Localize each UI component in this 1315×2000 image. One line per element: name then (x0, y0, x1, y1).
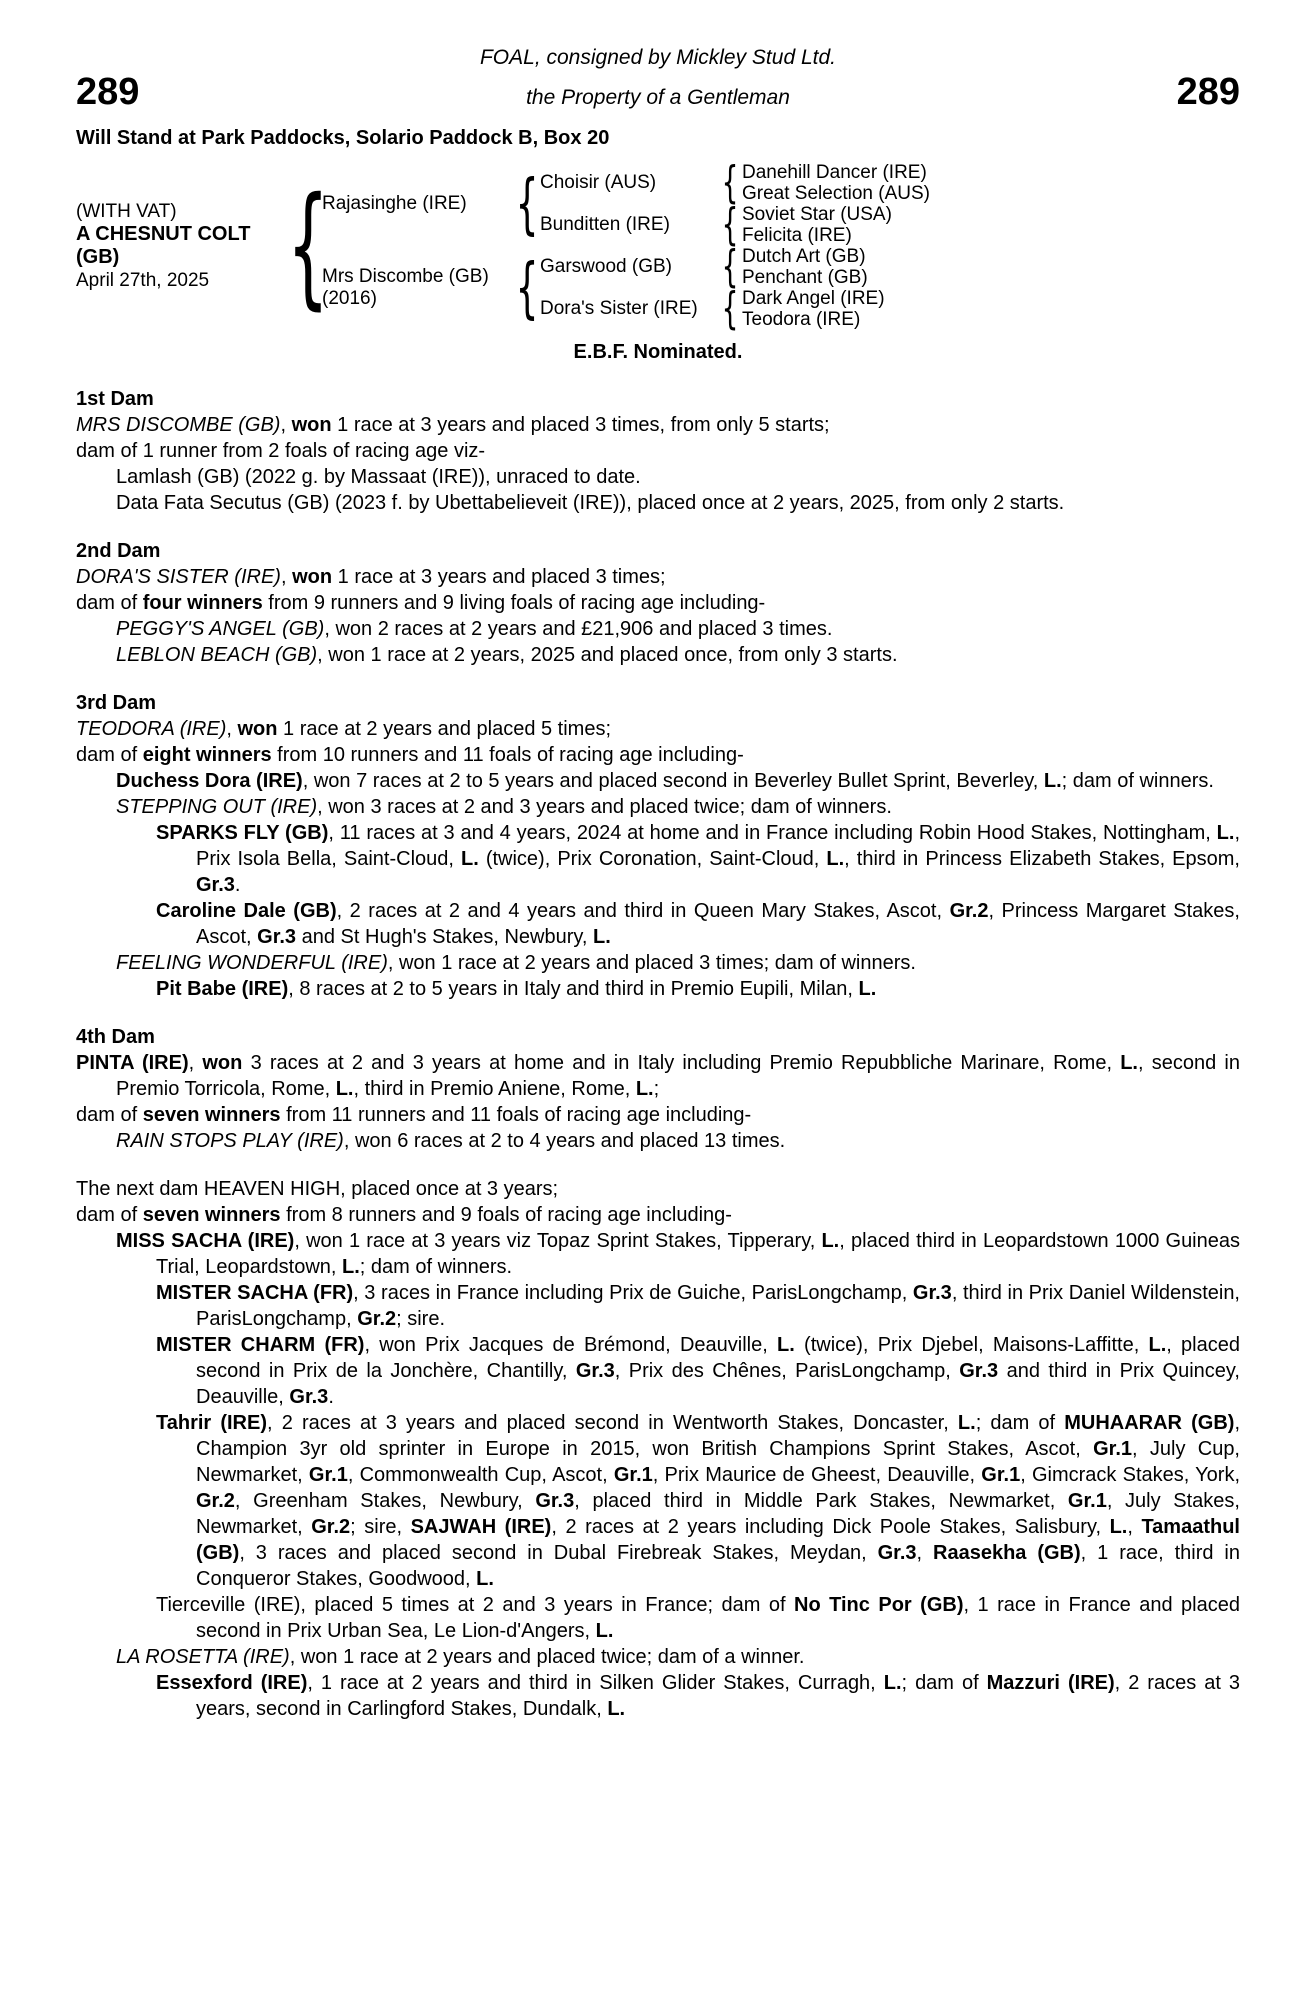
text-run: RAIN STOPS PLAY (IRE) (116, 1130, 344, 1152)
catalogue-sections (76, 386, 1240, 1722)
text-run: , (280, 566, 293, 588)
text-run: from 10 runners and 11 foals of racing age including- (271, 744, 744, 766)
text-run: , (1127, 1516, 1142, 1538)
dam-section-title: 3rd Dam (76, 692, 157, 714)
pedigree-table (76, 157, 1240, 334)
text-run: Tierceville (IRE), placed 5 times at 2 and 3 years in France; dam of (156, 1594, 795, 1616)
dam-section (76, 1176, 1240, 1722)
text-run: dam of (76, 744, 143, 766)
pedigree-main-brace (287, 162, 330, 330)
pedigree-paragraph (76, 1280, 1240, 1332)
text-run: L. (1120, 1052, 1138, 1074)
grandparent-row (540, 157, 992, 208)
text-run: , placed third in Leopardstown 1000 Guineas Trial, Leopardstown, (156, 1230, 1240, 1278)
dam-section-title: 2nd Dam (76, 540, 161, 562)
granddam-name: Dora's Sister (IRE) (540, 298, 698, 319)
pedigree-paragraph (76, 490, 1240, 516)
text-run: , won 1 race at 3 years viz Topaz Sprint Stakes, Tipperary, (294, 1230, 822, 1252)
sire-brace (514, 162, 540, 246)
text-run: L. (342, 1256, 360, 1278)
text-run: L. (826, 848, 845, 870)
pedigree-paragraph (76, 1592, 1240, 1644)
text-run: won (202, 1052, 243, 1074)
text-run: four winners (142, 592, 263, 614)
text-run: . (328, 1386, 334, 1408)
pedigree-paragraph (76, 794, 1240, 820)
text-run: Gr.1 (981, 1464, 1021, 1486)
great-grandparents (742, 246, 992, 288)
text-run: Mazzuri (IRE) (986, 1672, 1115, 1694)
text-run: and third in Prix Quincey, Deauville, (196, 1360, 1240, 1408)
text-run: PEGGY'S ANGEL (GB) (116, 618, 325, 640)
dam-section (76, 538, 1240, 668)
colt-info (76, 200, 294, 292)
dam-section (76, 690, 1240, 1002)
text-run: 1 race at 2 years and placed 5 times; (277, 718, 612, 740)
text-run: ; dam of (901, 1672, 987, 1694)
pedigree-paragraph (76, 564, 1240, 590)
text-run: L. (858, 978, 877, 1000)
text-run: 1 race at 3 years and placed 3 times, from only 5 starts; (331, 414, 830, 436)
brace-glyph: { (721, 157, 739, 208)
text-run: , won 1 race at 2 years and placed twice; dam of a winner. (289, 1646, 805, 1668)
lot-number-left: 289 (76, 71, 140, 113)
text-run: Gr.3 (196, 874, 235, 896)
dam-name-cell (322, 266, 514, 310)
text-run: , Gimcrack Stakes, York, (1020, 1464, 1240, 1486)
text-run: , Commonwealth Cup, Ascot, (347, 1464, 614, 1486)
grandparent-brace (718, 157, 742, 208)
text-run: L. (461, 848, 479, 870)
brace-glyph: { (287, 169, 330, 323)
text-run: , 1 race, third in Conqueror Stakes, Goodwood, (196, 1542, 1240, 1590)
text-run: 1 race at 3 years and placed 3 times; (332, 566, 666, 588)
sire-name: Rajasinghe (IRE) (322, 193, 467, 214)
colt-country: (GB) (76, 246, 120, 268)
text-run: , (916, 1542, 934, 1564)
text-run: Gr.3 (257, 926, 297, 948)
text-run: , Prix des Chênes, ParisLongchamp, (614, 1360, 960, 1382)
great-grandparents (742, 204, 992, 246)
text-run: ; (653, 1078, 660, 1100)
text-run: , 1 race in France and placed second in Prix Urban Sea, Le Lion-d'Angers, (196, 1594, 1240, 1642)
text-run: TEODORA (IRE) (76, 718, 227, 740)
text-run: The next dam HEAVEN HIGH, placed once at 3 years; (76, 1178, 559, 1200)
colt-foal-date: April 27th, 2025 (76, 270, 210, 291)
pedigree-paragraph (76, 1228, 1240, 1280)
text-run: , (188, 1052, 203, 1074)
text-run: ; sire, (350, 1516, 411, 1538)
dam-brace (514, 246, 540, 330)
text-run: (twice), Prix Djebel, Maisons-Laffitte, (794, 1334, 1149, 1356)
text-run: MISS SACHA (IRE) (116, 1230, 295, 1252)
text-run: , Champion 3yr old sprinter in Europe in 2015, won British Champions Sprint Stakes, Ascot, (196, 1412, 1241, 1460)
text-run: . (234, 874, 241, 896)
brace-glyph: { (721, 283, 739, 334)
text-run: and St Hugh's Stakes, Newbury, (296, 926, 593, 948)
text-run: from 11 runners and 11 foals of racing age including- (280, 1104, 752, 1126)
text-run: , won 3 races at 2 and 3 years and placed twice; dam of winners. (317, 796, 892, 818)
text-run: ; sire. (396, 1308, 446, 1330)
text-run: Gr.3 (877, 1542, 917, 1564)
text-run: 3 races at 2 and 3 years at home and in Italy including Premio Repubbliche Marinare, Rome, (242, 1052, 1121, 1074)
text-run: L. (593, 926, 611, 948)
text-run: STEPPING OUT (IRE) (116, 796, 318, 818)
text-run: SAJWAH (IRE) (410, 1516, 552, 1538)
text-run: Duchess Dora (IRE) (116, 770, 303, 792)
text-run: ; dam of winners. (359, 1256, 513, 1278)
text-run: Gr.2 (311, 1516, 351, 1538)
text-run: Gr.3 (575, 1360, 615, 1382)
pedigree-paragraph (76, 1050, 1240, 1102)
text-run: , placed third in Middle Park Stakes, Newmarket, (574, 1490, 1068, 1512)
text-run: Gr.3 (289, 1386, 329, 1408)
pedigree-paragraph (76, 898, 1240, 950)
property-line: the Property of a Gentleman (526, 86, 790, 109)
text-run: Gr.1 (308, 1464, 348, 1486)
text-run: Lamlash (GB) (2022 g. by Massaat (IRE)), unraced to date. (116, 466, 641, 488)
great-grandparent-name: Great Selection (AUS) (742, 183, 930, 204)
sire-block (322, 157, 992, 250)
text-run: PINTA (IRE) (76, 1052, 189, 1074)
pedigree-paragraph (76, 1644, 1240, 1670)
text-run: LA ROSETTA (IRE) (116, 1646, 290, 1668)
text-run: Tahrir (IRE) (156, 1412, 267, 1434)
text-run: , Prix Isola Bella, Saint-Cloud, (196, 822, 1240, 870)
great-grandparent-name: Felicita (IRE) (742, 225, 852, 246)
dam-year: (2016) (322, 288, 377, 309)
great-grandparent-name: Teodora (IRE) (742, 309, 861, 330)
stand-line: Will Stand at Park Paddocks, Solario Paddock B, Box 20 (76, 127, 610, 149)
text-run: Pit Babe (IRE) (156, 978, 289, 1000)
text-run: , won 6 races at 2 to 4 years and placed 13 times. (343, 1130, 786, 1152)
pedigree-paragraph (76, 438, 1240, 464)
text-run: Gr.2 (949, 900, 989, 922)
pedigree-paragraph (76, 1410, 1240, 1592)
text-run: , third in Premio Aniene, Rome, (353, 1078, 636, 1100)
text-run: , placed second in Prix de la Jonchère, Chantilly, (196, 1334, 1240, 1382)
text-run: L. (1109, 1516, 1128, 1538)
text-run: , won 7 races at 2 to 5 years and placed second in Beverley Bullet Sprint, Beverley, (302, 770, 1044, 792)
text-run: , 2 races at 2 years including Dick Poole Stakes, Salisbury, (551, 1516, 1110, 1538)
text-run: Gr.2 (357, 1308, 397, 1330)
text-run: , July Stakes, Newmarket, (196, 1490, 1240, 1538)
text-run: from 9 runners and 9 living foals of racing age including- (262, 592, 766, 614)
dam-section-title: 1st Dam (76, 388, 154, 410)
text-run: eight winners (142, 744, 272, 766)
text-run: , won Prix Jacques de Brémond, Deauville, (364, 1334, 778, 1356)
text-run: MUHAARAR (GB) (1064, 1412, 1235, 1434)
dam-grandparents (540, 241, 992, 334)
text-run: , Greenham Stakes, Newbury, (234, 1490, 536, 1512)
lot-row (76, 72, 1240, 112)
text-run: Gr.1 (1093, 1438, 1133, 1460)
text-run: dam of (76, 1104, 143, 1126)
vat-note: (WITH VAT) (76, 201, 177, 222)
great-grandparent-name: Penchant (GB) (742, 267, 868, 288)
text-run: Gr.2 (196, 1490, 235, 1512)
dam-section-title: 4th Dam (76, 1026, 155, 1048)
text-run: L. (1216, 822, 1235, 844)
grandparent-brace (718, 199, 742, 250)
text-run: won (291, 414, 332, 436)
dam-section (76, 1024, 1240, 1154)
text-run: dam of (76, 1204, 143, 1226)
great-grandparents (742, 288, 992, 330)
dam-section (76, 386, 1240, 516)
pedigree-paragraph (76, 1332, 1240, 1410)
text-run: , third in Prix Daniel Wildenstein, ParisLongchamp, (196, 1282, 1240, 1330)
text-run: won (292, 566, 333, 588)
pedigree-paragraph (76, 616, 1240, 642)
text-run: Tamaathul (GB) (196, 1516, 1240, 1564)
pedigree-paragraph (76, 742, 1240, 768)
text-run: , Prix Maurice de Gheest, Deauville, (652, 1464, 982, 1486)
text-run: , 3 races in France including Prix de Guiche, ParisLongchamp, (353, 1282, 913, 1304)
text-run: L. (335, 1078, 354, 1100)
grandsire-name: Choisir (AUS) (540, 172, 657, 193)
granddam-name: Bunditten (IRE) (540, 214, 670, 235)
text-run: (twice), Prix Coronation, Saint-Cloud, (478, 848, 827, 870)
text-run: won (237, 718, 278, 740)
pedigree-paragraph (76, 716, 1240, 742)
great-grandparent-name: Dutch Art (GB) (742, 246, 866, 267)
text-run: Gr.3 (535, 1490, 575, 1512)
text-run: L. (607, 1698, 626, 1720)
brace-glyph: { (515, 249, 539, 326)
text-run: LEBLON BEACH (GB) (116, 644, 318, 666)
consignor-line: FOAL, consigned by Mickley Stud Ltd. (479, 46, 836, 69)
great-grandparents (742, 162, 992, 204)
text-run: seven winners (142, 1104, 281, 1126)
text-run: ; dam of (975, 1412, 1065, 1434)
text-run: , won 2 races at 2 years and £21,906 and placed 3 times. (324, 618, 833, 640)
grandsire-name: Garswood (GB) (540, 256, 672, 277)
text-run: MISTER SACHA (FR) (156, 1282, 354, 1304)
text-run: , 8 races at 2 to 5 years in Italy and third in Premio Eupili, Milan, (288, 978, 859, 1000)
text-run: L. (1148, 1334, 1167, 1356)
parents-column (322, 157, 992, 334)
grandparent-row (540, 283, 992, 334)
text-run: , second in Premio Torricola, Rome, (116, 1052, 1240, 1100)
ebf-line: E.B.F. Nominated. (573, 341, 743, 363)
text-run: , 2 races at 3 years and placed second in Wentworth Stakes, Doncaster, (267, 1412, 958, 1434)
great-grandparent-name: Danehill Dancer (IRE) (742, 162, 927, 183)
grandparent-row (540, 241, 992, 292)
pedigree-paragraph (76, 1102, 1240, 1128)
text-run: Data Fata Secutus (GB) (2023 f. by Ubettabelieveit (IRE)), placed once at 2 years, 2025, from only 2 starts. (116, 492, 1065, 514)
text-run: dam of (76, 592, 143, 614)
pedigree-paragraph (76, 950, 1240, 976)
text-run: Caroline Dale (GB) (156, 900, 337, 922)
colt-description: A CHESNUT COLT (76, 223, 251, 245)
grandparent-row (540, 199, 992, 250)
lot-number-right: 289 (1176, 71, 1240, 113)
text-run: , 1 race at 2 years and third in Silken Glider Stakes, Curragh, (307, 1672, 884, 1694)
text-run: Gr.1 (1067, 1490, 1107, 1512)
sire-name-cell (322, 193, 514, 215)
text-run: from 8 runners and 9 foals of racing age including- (280, 1204, 732, 1226)
pedigree-paragraph (76, 590, 1240, 616)
pedigree-paragraph (76, 642, 1240, 668)
pedigree-paragraph (76, 464, 1240, 490)
text-run: , 2 races at 2 and 4 years and third in Queen Mary Stakes, Ascot, (336, 900, 950, 922)
great-grandparent-name: Dark Angel (IRE) (742, 288, 885, 309)
brace-glyph: { (721, 241, 739, 292)
text-run: MISTER CHARM (FR) (156, 1334, 365, 1356)
text-run: L. (635, 1078, 654, 1100)
dam-block (322, 241, 992, 334)
pedigree-paragraph (76, 1202, 1240, 1228)
pedigree-paragraph (76, 976, 1240, 1002)
pedigree-paragraph (76, 412, 1240, 438)
grandparent-brace (718, 241, 742, 292)
text-run: L. (777, 1334, 795, 1356)
text-run: , won 1 race at 2 years, 2025 and placed once, from only 3 starts. (317, 644, 898, 666)
text-run: , Princess Margaret Stakes, Ascot, (196, 900, 1240, 948)
text-run: L. (1043, 770, 1062, 792)
text-run: , July Cup, Newmarket, (196, 1438, 1240, 1486)
text-run: Gr.1 (613, 1464, 653, 1486)
text-run: Essexford (IRE) (156, 1672, 308, 1694)
sire-grandparents (540, 157, 992, 250)
text-run: , third in Princess Elizabeth Stakes, Epsom, (844, 848, 1240, 870)
text-run: L. (595, 1620, 614, 1642)
pedigree-paragraph (76, 1128, 1240, 1154)
text-run: , 11 races at 3 and 4 years, 2024 at home and in France including Robin Hood Stakes, Nottingham, (328, 822, 1217, 844)
dam-name: Mrs Discombe (GB) (322, 266, 489, 287)
text-run: DORA'S SISTER (IRE) (76, 566, 281, 588)
text-run: Gr.3 (912, 1282, 952, 1304)
pedigree-paragraph (76, 1670, 1240, 1722)
brace-glyph: { (515, 165, 539, 242)
text-run: Raasekha (GB) (933, 1542, 1081, 1564)
great-grandparent-name: Soviet Star (USA) (742, 204, 892, 225)
text-run: L. (821, 1230, 840, 1252)
pedigree-paragraph (76, 820, 1240, 898)
text-run: L. (957, 1412, 976, 1434)
text-run: seven winners (142, 1204, 281, 1226)
text-run: Gr.3 (959, 1360, 999, 1382)
pedigree-paragraph (76, 768, 1240, 794)
text-run: FEELING WONDERFUL (IRE) (116, 952, 388, 974)
text-run: , 3 races and placed second in Dubal Firebreak Stakes, Meydan, (239, 1542, 878, 1564)
text-run: L. (883, 1672, 902, 1694)
text-run: No Tinc Por (GB) (794, 1594, 964, 1616)
text-run: , won 1 race at 2 years and placed 3 times; dam of winners. (387, 952, 916, 974)
text-run: SPARKS FLY (GB) (156, 822, 329, 844)
text-run: MRS DISCOMBE (GB) (76, 414, 281, 436)
text-run: dam of 1 runner from 2 foals of racing age viz- (76, 440, 486, 462)
text-run: L. (476, 1568, 494, 1590)
grandparent-brace (718, 283, 742, 334)
text-run: , 2 races at 3 years, second in Carlingford Stakes, Dundalk, (196, 1672, 1240, 1720)
brace-glyph: { (721, 199, 739, 250)
text-run: , (226, 718, 238, 740)
text-run: , (280, 414, 292, 436)
pedigree-paragraph (76, 1176, 1240, 1202)
text-run: ; dam of winners. (1061, 770, 1214, 792)
